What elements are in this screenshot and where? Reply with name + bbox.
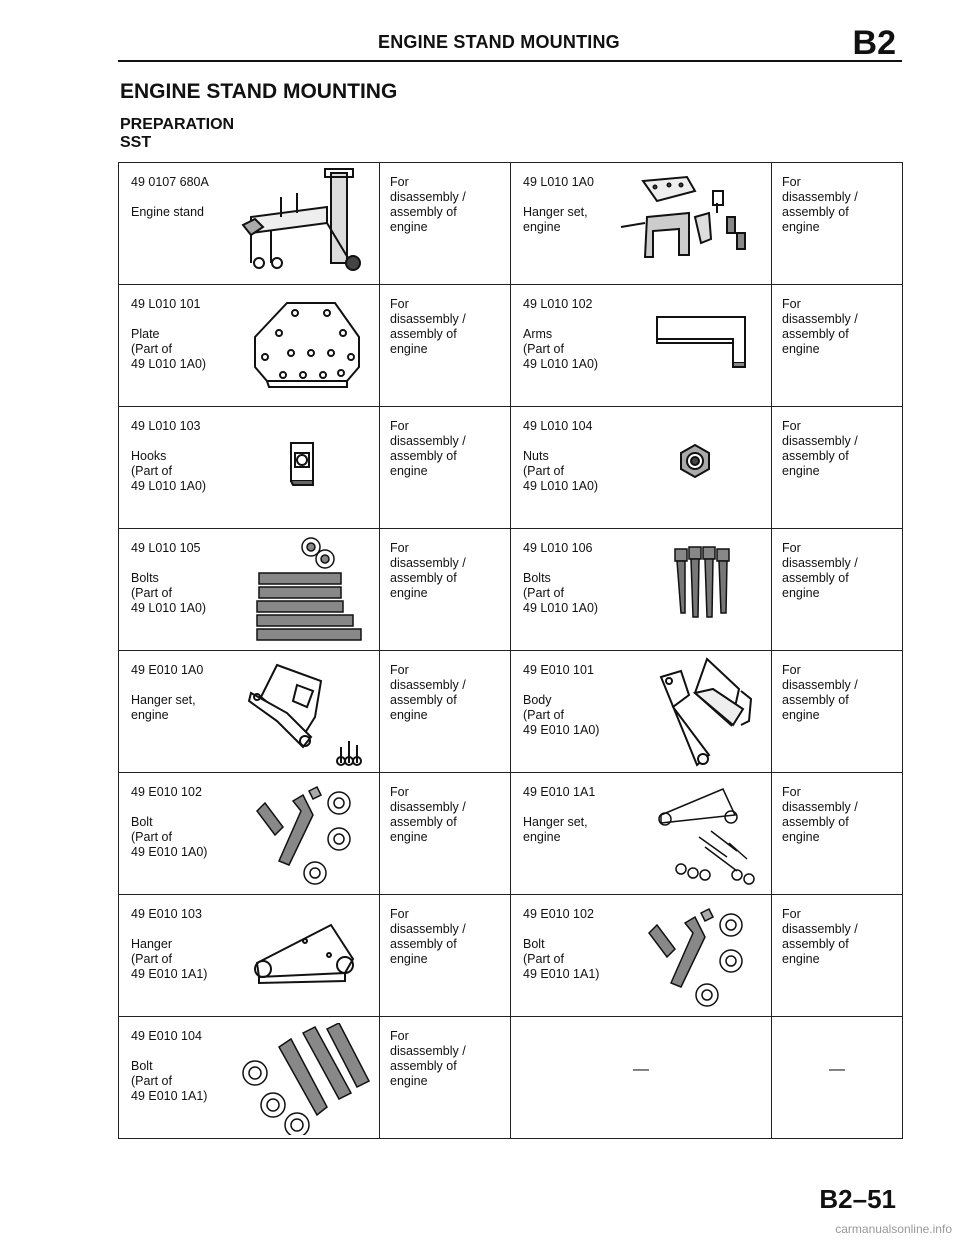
purpose-text <box>782 297 858 357</box>
sst-table <box>118 162 903 1139</box>
tool-number: 49 E010 1A1 <box>523 785 596 799</box>
purpose-cell <box>380 651 511 773</box>
purpose-line: For <box>782 785 801 799</box>
purpose-line: For <box>782 541 801 555</box>
purpose-line: For <box>782 419 801 433</box>
tool-name-line: (Part of <box>131 830 172 844</box>
purpose-line: engine <box>782 342 820 356</box>
tool-number: 49 0107 680A <box>131 175 209 189</box>
tool-number: 49 L010 106 <box>523 541 593 555</box>
purpose-cell <box>380 773 511 895</box>
tool-cell <box>119 651 380 773</box>
tool-name-line: (Part of <box>131 1074 172 1088</box>
purpose-line: engine <box>782 220 820 234</box>
tool-cell <box>511 1017 772 1139</box>
purpose-line: engine <box>782 830 820 844</box>
hanger-set-icon <box>617 173 763 278</box>
tool-name-line: 49 E010 1A1) <box>131 967 208 981</box>
purpose-text <box>782 907 858 967</box>
purpose-line: disassembly / <box>782 190 858 204</box>
tool-name-line: Engine stand <box>131 205 204 219</box>
tool-name-line: Plate <box>131 327 160 341</box>
purpose-line: assembly of <box>390 815 457 829</box>
purpose-line: engine <box>782 952 820 966</box>
purpose-line: disassembly / <box>390 434 466 448</box>
tool-name-line: 49 E010 1A0) <box>523 723 600 737</box>
purpose-text <box>390 541 466 601</box>
table-row <box>119 285 903 407</box>
tool-name-line: (Part of <box>523 952 564 966</box>
purpose-text <box>782 785 858 845</box>
tool-name-line: Hanger set, <box>523 815 588 829</box>
purpose-line: engine <box>390 708 428 722</box>
purpose-line: For <box>390 541 409 555</box>
tool-name-line: 49 L010 1A0) <box>523 601 599 615</box>
tool-cell <box>119 529 380 651</box>
tool-name-line: 49 L010 1A0) <box>131 479 207 493</box>
tool-name-line: Bolt <box>131 815 153 829</box>
tool-name-line: (Part of <box>523 342 564 356</box>
tool-cell <box>119 285 380 407</box>
purpose-cell <box>380 285 511 407</box>
body-bracket-icon <box>637 655 767 776</box>
tool-name-line: (Part of <box>131 952 172 966</box>
purpose-line: disassembly / <box>782 312 858 326</box>
purpose-line: For <box>390 907 409 921</box>
tool-name-line: Arms <box>523 327 553 341</box>
tool-name-line: (Part of <box>523 586 564 600</box>
tool-info <box>131 907 207 982</box>
tool-info <box>523 175 594 235</box>
purpose-cell <box>380 529 511 651</box>
purpose-line: disassembly / <box>390 1044 466 1058</box>
bolt-washer-icon <box>635 903 755 1012</box>
bolts-long-icon <box>251 533 369 650</box>
tool-number: 49 L010 105 <box>131 541 201 555</box>
tool-name-line: Bolt <box>131 1059 153 1073</box>
table-row <box>119 773 903 895</box>
purpose-line: disassembly / <box>782 434 858 448</box>
hanger-plate-icon <box>245 919 369 996</box>
purpose-line: For <box>390 419 409 433</box>
purpose-line: disassembly / <box>782 800 858 814</box>
hook-icon <box>287 439 319 494</box>
purpose-line: For <box>782 663 801 677</box>
purpose-line: disassembly / <box>390 556 466 570</box>
purpose-line: assembly of <box>782 327 849 341</box>
purpose-line: assembly of <box>390 937 457 951</box>
tool-name-line: engine <box>131 708 169 722</box>
tool-cell <box>119 895 380 1017</box>
purpose-line: engine <box>782 708 820 722</box>
purpose-line: For <box>782 907 801 921</box>
tool-info <box>131 1029 207 1104</box>
purpose-line: disassembly / <box>390 190 466 204</box>
hanger-set-small-icon <box>641 781 765 890</box>
tool-number: 49 L010 103 <box>131 419 201 433</box>
tool-number: 49 E010 101 <box>523 663 594 677</box>
purpose-text <box>782 419 858 479</box>
tool-name-line: 49 E010 1A1) <box>131 1089 208 1103</box>
tool-name-line: engine <box>523 220 561 234</box>
purpose-line: engine <box>390 952 428 966</box>
purpose-cell <box>772 407 903 529</box>
purpose-line: assembly of <box>390 1059 457 1073</box>
subtitle-sst: SST <box>120 134 152 151</box>
purpose-line: disassembly / <box>782 922 858 936</box>
purpose-line: engine <box>390 464 428 478</box>
tool-info <box>131 785 207 860</box>
tool-name-line: 49 L010 1A0) <box>131 357 207 371</box>
tool-cell <box>119 1017 380 1139</box>
tool-cell <box>511 895 772 1017</box>
tool-name-line: (Part of <box>523 708 564 722</box>
tool-number: 49 E010 102 <box>131 785 202 799</box>
table-row <box>119 529 903 651</box>
purpose-line: assembly of <box>782 205 849 219</box>
purpose-line: assembly of <box>782 815 849 829</box>
tool-number: 49 E010 102 <box>523 907 594 921</box>
tool-info <box>131 419 206 494</box>
purpose-text <box>390 419 466 479</box>
purpose-line: engine <box>782 586 820 600</box>
purpose-line: engine <box>390 220 428 234</box>
tool-cell <box>511 773 772 895</box>
purpose-line: disassembly / <box>390 678 466 692</box>
tool-name-line: Nuts <box>523 449 549 463</box>
tool-info <box>523 541 598 616</box>
tool-info <box>131 663 203 723</box>
purpose-line: For <box>390 1029 409 1043</box>
table-row <box>119 1017 903 1139</box>
bolt-washer-icon <box>243 781 363 890</box>
page-title: ENGINE STAND MOUNTING <box>120 80 398 103</box>
tool-name-line: (Part of <box>131 342 172 356</box>
purpose-cell <box>380 407 511 529</box>
purpose-cell <box>380 1017 511 1139</box>
empty-dash: — <box>829 1061 845 1078</box>
tool-name-line: 49 L010 1A0) <box>131 601 207 615</box>
tool-number: 49 L010 102 <box>523 297 593 311</box>
tool-name-line: (Part of <box>523 464 564 478</box>
purpose-line: assembly of <box>390 571 457 585</box>
purpose-cell <box>772 1017 903 1139</box>
purpose-cell <box>772 285 903 407</box>
purpose-line: For <box>782 175 801 189</box>
table-row <box>119 163 903 285</box>
tool-number: 49 L010 101 <box>131 297 201 311</box>
engine-stand-icon <box>241 167 367 276</box>
table-row <box>119 895 903 1017</box>
tool-name-line: engine <box>523 830 561 844</box>
purpose-line: For <box>390 175 409 189</box>
purpose-text <box>390 785 466 845</box>
purpose-line: assembly of <box>390 449 457 463</box>
bolt-long-washer-icon <box>239 1023 377 1140</box>
tool-name-line: Hanger set, <box>131 693 196 707</box>
purpose-line: For <box>390 663 409 677</box>
page-header <box>118 24 902 62</box>
tool-cell <box>119 773 380 895</box>
tool-name-line: Bolts <box>523 571 551 585</box>
purpose-line: assembly of <box>782 937 849 951</box>
tool-number: 49 E010 1A0 <box>131 663 204 677</box>
arm-icon <box>651 309 751 378</box>
purpose-cell <box>772 651 903 773</box>
tool-info <box>523 297 598 372</box>
purpose-line: assembly of <box>782 449 849 463</box>
tool-info <box>523 907 599 982</box>
nut-icon <box>677 441 713 486</box>
tool-name-line: (Part of <box>131 464 172 478</box>
tool-name-line: Body <box>523 693 552 707</box>
purpose-line: assembly of <box>390 205 457 219</box>
header-title: ENGINE STAND MOUNTING <box>378 32 620 52</box>
purpose-text <box>390 907 466 967</box>
tool-cell <box>511 285 772 407</box>
tool-name-line: Bolts <box>131 571 159 585</box>
plate-icon <box>247 297 367 398</box>
tool-name-line: Hanger set, <box>523 205 588 219</box>
tool-name-line: 49 E010 1A1) <box>523 967 600 981</box>
purpose-cell <box>772 163 903 285</box>
hanger-bracket-icon <box>247 657 375 774</box>
purpose-cell <box>772 529 903 651</box>
purpose-line: assembly of <box>390 693 457 707</box>
purpose-line: For <box>390 785 409 799</box>
tool-number: 49 E010 103 <box>131 907 202 921</box>
purpose-text <box>782 541 858 601</box>
purpose-cell <box>772 895 903 1017</box>
header-section: B2 <box>852 24 896 62</box>
empty-dash: — <box>633 1061 649 1078</box>
purpose-cell <box>380 163 511 285</box>
tool-name-line: 49 L010 1A0) <box>523 479 599 493</box>
tool-cell <box>119 407 380 529</box>
subtitle-preparation: PREPARATION <box>120 116 235 133</box>
purpose-text <box>782 175 858 235</box>
watermark: carmanualsonline.info <box>835 1222 952 1236</box>
purpose-line: engine <box>390 830 428 844</box>
tool-info <box>523 419 598 494</box>
purpose-line: engine <box>390 342 428 356</box>
table-row <box>119 651 903 773</box>
tool-info <box>523 663 599 738</box>
tool-name-line: Hanger <box>131 937 172 951</box>
tool-cell <box>511 651 772 773</box>
tool-name-line: Hooks <box>131 449 167 463</box>
purpose-line: engine <box>390 1074 428 1088</box>
tool-number: 49 L010 1A0 <box>523 175 594 189</box>
purpose-line: disassembly / <box>390 312 466 326</box>
purpose-cell <box>772 773 903 895</box>
purpose-cell <box>380 895 511 1017</box>
purpose-text <box>390 175 466 235</box>
purpose-line: disassembly / <box>782 556 858 570</box>
tool-info <box>131 297 206 372</box>
bolts-short-icon <box>671 543 737 632</box>
page-number: B2–51 <box>819 1184 896 1214</box>
tool-number: 49 E010 104 <box>131 1029 202 1043</box>
tool-info <box>523 785 595 845</box>
purpose-line: assembly of <box>782 571 849 585</box>
tool-cell <box>511 407 772 529</box>
purpose-text <box>782 663 858 723</box>
tool-cell <box>511 163 772 285</box>
purpose-line: assembly of <box>782 693 849 707</box>
purpose-text <box>390 663 466 723</box>
purpose-text <box>390 297 466 357</box>
purpose-line: For <box>782 297 801 311</box>
table-row <box>119 407 903 529</box>
purpose-line: disassembly / <box>390 922 466 936</box>
tool-info <box>131 175 209 220</box>
tool-cell <box>119 163 380 285</box>
tool-name-line: Bolt <box>523 937 545 951</box>
tool-name-line: (Part of <box>131 586 172 600</box>
tool-name-line: 49 L010 1A0) <box>523 357 599 371</box>
purpose-line: assembly of <box>390 327 457 341</box>
purpose-line: disassembly / <box>782 678 858 692</box>
purpose-line: engine <box>390 586 428 600</box>
tool-number: 49 L010 104 <box>523 419 593 433</box>
purpose-text <box>390 1029 466 1089</box>
tool-cell <box>511 529 772 651</box>
purpose-line: disassembly / <box>390 800 466 814</box>
purpose-line: engine <box>782 464 820 478</box>
tool-name-line: 49 E010 1A0) <box>131 845 208 859</box>
purpose-line: For <box>390 297 409 311</box>
tool-info <box>131 541 206 616</box>
